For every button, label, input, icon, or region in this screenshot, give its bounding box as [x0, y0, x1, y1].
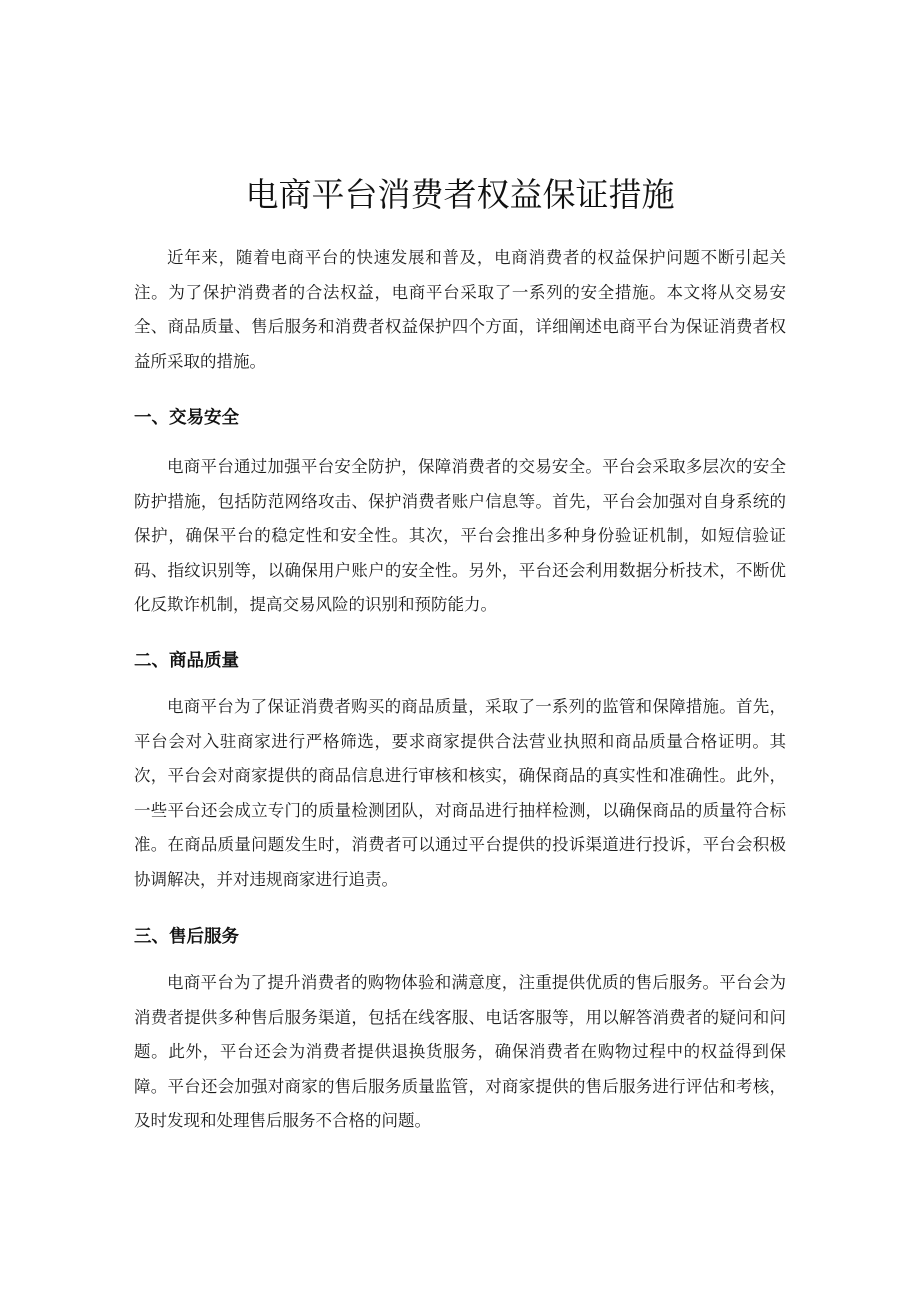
section-heading-transaction-security: 一、交易安全: [134, 408, 239, 428]
intro-paragraph: 近年来，随着电商平台的快速发展和普及，电商消费者的权益保护问题不断引起关注。为了保护消费者的合法权益，电商平台采取了一系列的安全措施。本文将从交易安全、商品质量、售后服务和消费者权益保护四个方面，详细阐述电商平台为保证消费者权益所采取的措施。: [134, 248, 786, 371]
section-heading-product-quality: 二、商品质量: [134, 651, 239, 671]
section-paragraph-transaction-security: 电商平台通过加强平台安全防护，保障消费者的交易安全。平台会采取多层次的安全防护措施，包括防范网络攻击、保护消费者账户信息等。首先，平台会加强对自身系统的保护，确保平台的稳定性和安全性。其次，平台会推出多种身份验证机制，如短信验证码、指纹识别等，以确保用户账户的安全性。另外，平台还会利用数据分析技术，不断优化反欺诈机制，提高交易风险的识别和预防能力。: [134, 457, 786, 614]
page-title: 电商平台消费者权益保证措施: [245, 175, 675, 214]
section-paragraph-after-sales-service: 电商平台为了提升消费者的购物体验和满意度，注重提供优质的售后服务。平台会为消费者提供多种售后服务渠道，包括在线客服、电话客服等，用以解答消费者的疑问和问题。此外，平台还会为消费者提供退换货服务，确保消费者在购物过程中的权益得到保障。平台还会加强对商家的售后服务质量监管，对商家提供的售后服务进行评估和考核，及时发现和处理售后服务不合格的问题。: [134, 973, 786, 1130]
section-heading-after-sales-service: 三、售后服务: [134, 927, 239, 947]
section-paragraph-product-quality: 电商平台为了保证消费者购买的商品质量，采取了一系列的监管和保障措施。首先，平台会对入驻商家进行严格筛选，要求商家提供合法营业执照和商品质量合格证明。其次，平台会对商家提供的商品信息进行审核和核实，确保商品的真实性和准确性。此外，一些平台还会成立专门的质量检测团队，对商品进行抽样检测，以确保商品的质量符合标准。在商品质量问题发生时，消费者可以通过平台提供的投诉渠道进行投诉，平台会积极协调解决，并对违规商家进行追责。: [134, 697, 786, 889]
